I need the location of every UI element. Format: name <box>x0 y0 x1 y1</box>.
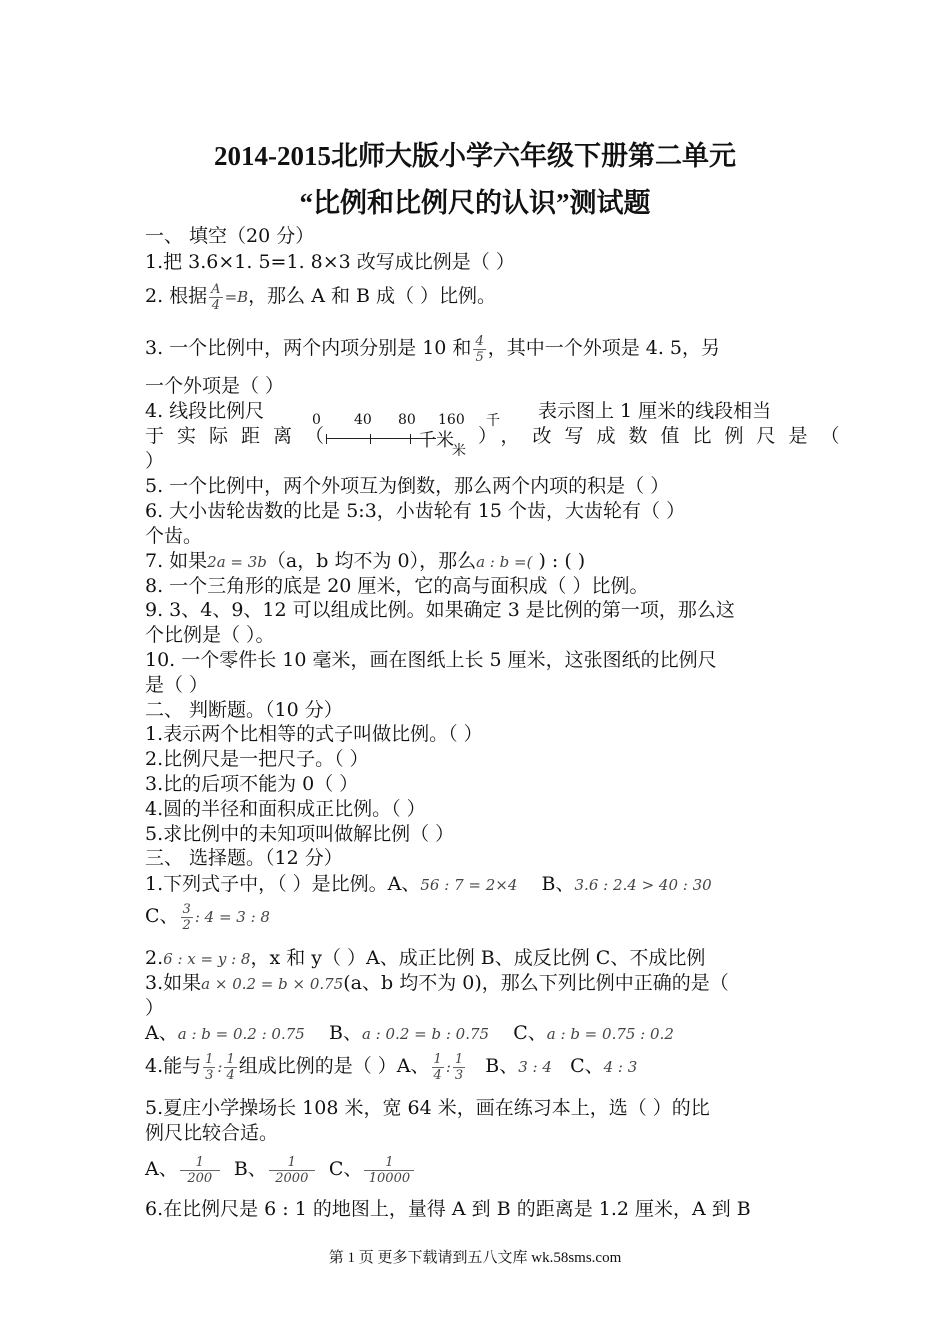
frac-denominator: 2000 <box>275 1170 309 1186</box>
choice-q3-option-c: a : b = 0.75 : 0.2 <box>546 1025 674 1043</box>
frac-denominator: 3 <box>205 1067 214 1083</box>
frac-denominator: 4 <box>226 1067 235 1083</box>
judge-q2: 2.比例尺是一把尺子。（ ） <box>145 748 369 770</box>
choice-q5-label-c: C、 <box>328 1158 363 1180</box>
choice-q5-label-a: A、 <box>145 1158 178 1180</box>
choice-q1-option-c: : 4 = 3 : 8 <box>194 908 270 926</box>
fill-q3-cont: 一个外项是（ ） <box>145 375 285 397</box>
choice-q1-label-c: C、 <box>145 905 179 927</box>
choice-q2-number: 2. <box>145 947 164 969</box>
choice-q1-c <box>145 898 270 935</box>
section-heading-judge: 二、 判断题。（10 分） <box>145 699 343 721</box>
choice-q5: 5.夏庄小学操场长 108 米，宽 64 米，画在练习本上，选（ ）的比 <box>145 1097 710 1119</box>
choice-q1 <box>145 872 712 897</box>
choice-q3-text-a: 3.如果 <box>145 972 202 994</box>
choice-q4-fraction-1 <box>203 1052 215 1083</box>
scale-bar <box>326 438 436 439</box>
fill-q9: 9. 3、4、9、12 可以组成比例。如果确定 3 是比例的第一项，那么这 <box>145 599 735 621</box>
choice-q2-text: ，x 和 y（ ）A、成正比例 B、成反比例 C、不成比例 <box>250 947 706 969</box>
choice-q2 <box>145 946 705 971</box>
fill-q4-text-d: ），改写成数值比例尺是（ <box>478 425 853 447</box>
choice-q3-option-a: a : b = 0.2 : 0.75 <box>177 1025 305 1043</box>
choice-q4-option-a-fraction-2 <box>453 1052 465 1083</box>
choice-q4-fraction-2 <box>224 1052 236 1083</box>
frac-numerator: 1 <box>205 1051 214 1067</box>
choice-q1-text: 1.下列式子中，（ ）是比例。A、 <box>145 873 421 895</box>
choice-q3-label-a: A、 <box>145 1022 178 1044</box>
fill-q7-math2: a : b =( <box>476 553 533 571</box>
choice-q4 <box>145 1048 637 1085</box>
fill-q4-line1-left: 4. 线段比例尺 <box>145 400 265 422</box>
fill-q10-cont: 是（ ） <box>145 674 209 696</box>
fill-q2-text-b: ，那么 A 和 B 成（ ）比例。 <box>248 285 497 307</box>
choice-q3-option-b: a : 0.2 = b : 0.75 <box>361 1025 490 1043</box>
choice-q5-option-c <box>364 1155 414 1186</box>
fill-q1: 1.把 3.6×1. 5=1. 8×3 改写成比例是（ ） <box>145 251 515 273</box>
fill-q4-line1-right: 表示图上 1 厘米的线段相当 <box>538 400 772 422</box>
fill-q6-cont: 个齿。 <box>145 525 203 547</box>
choice-q3-close: ） <box>145 997 165 1019</box>
choice-q5-option-b <box>269 1155 315 1186</box>
scale-unit-top: 千 <box>486 413 500 429</box>
fill-q8: 8. 一个三角形的底是 20 厘米，它的高与面积成（ ）比例。 <box>145 575 649 597</box>
fill-q5: 5. 一个比例中，两个外项互为倒数，那么两个内项的积是（ ） <box>145 475 670 497</box>
frac-numerator: 3 <box>182 901 191 917</box>
fill-q2-math: =B <box>224 288 249 306</box>
title-line-2: “比例和比例尺的认识”测试题 <box>299 188 651 218</box>
scale-tick <box>370 434 371 444</box>
choice-q4-option-b: 3 : 4 <box>518 1058 552 1076</box>
frac-denominator: 200 <box>187 1170 213 1186</box>
scale-label-40: 40 <box>354 412 372 428</box>
choice-q1-option-b: 3.6 : 2.4 > 40 : 30 <box>574 876 712 894</box>
scale-unit-bottom: 米 <box>452 443 466 459</box>
choice-q4-option-a-fraction-1 <box>432 1052 444 1083</box>
choice-q3-text-b: (a、b 均不为 0)，那么下列比例中正确的是（ <box>343 972 729 994</box>
scale-unit: 千米 <box>418 430 454 451</box>
fill-q7-text-c: ) : ( ) <box>532 550 586 572</box>
choice-q5-option-a <box>180 1155 220 1186</box>
frac-denominator: 2 <box>182 917 191 933</box>
choice-q4-label-b: B、 <box>485 1055 519 1077</box>
choice-q6: 6.在比例尺是 6 : 1 的地图上，量得 A 到 B 的距离是 1.2 厘米，A 到 B <box>145 1198 751 1220</box>
fill-q3 <box>145 330 720 366</box>
fill-q3-text-b: ，其中一个外项是 4. 5，另 <box>487 337 721 359</box>
judge-q1: 1.表示两个比相等的式子叫做比例。（ ） <box>145 723 483 745</box>
choice-q4-option-c: 4 : 3 <box>603 1058 638 1076</box>
frac-numerator: 1 <box>269 1155 315 1171</box>
scale-label-0: 0 <box>312 412 321 428</box>
frac-denominator: 4 <box>433 1067 442 1083</box>
choice-q1-option-a: 56 : 7 = 2×4 <box>420 876 518 894</box>
fill-q4-text-c: 于实际距离（ <box>145 425 338 447</box>
choice-q3 <box>145 971 729 996</box>
fill-q2 <box>145 278 496 315</box>
scale-tick <box>410 434 411 444</box>
choice-q4-label-c: C、 <box>570 1055 604 1077</box>
frac-denominator: 3 <box>454 1067 464 1083</box>
section-heading-choice: 三、 选择题。（12 分） <box>145 847 343 869</box>
frac-denominator: 10000 <box>368 1170 411 1186</box>
fill-q3-text-a: 3. 一个比例中，两个内项分别是 10 和 <box>145 337 472 359</box>
scale-label-160: 160 <box>438 412 465 428</box>
fill-q2-text-a: 2. 根据 <box>145 285 208 307</box>
line-scale-figure <box>312 412 502 458</box>
frac-numerator: 1 <box>226 1051 235 1067</box>
ratio-colon: : <box>445 1058 451 1076</box>
title-line-1: 2014-2015北师大版小学六年级下册第二单元 <box>214 141 736 171</box>
frac-numerator: 1 <box>180 1155 220 1171</box>
choice-q2-math: 6 : x = y : 8 <box>163 950 251 968</box>
fill-q4-line2-right <box>478 424 853 448</box>
choice-q4-text-b: 组成比例的是（ ）A、 <box>238 1055 430 1077</box>
frac-numerator: 1 <box>433 1051 442 1067</box>
fill-q4-line3: ） <box>145 450 165 472</box>
fill-q7-text-b: （a，b 均不为 0），那么 <box>266 550 477 572</box>
section-heading-fill: 一、 填空（20 分） <box>145 225 315 247</box>
judge-q4: 4.圆的半径和面积成正比例。（ ） <box>145 798 426 820</box>
frac-denominator: 4 <box>211 297 220 313</box>
fill-q9-cont: 个比例是（ ）。 <box>145 624 275 646</box>
choice-q3-math: a × 0.2 = b × 0.75 <box>201 975 344 993</box>
judge-q3: 3.比的后项不能为 0（ ） <box>145 773 359 795</box>
frac-numerator: 4 <box>475 333 484 349</box>
fill-q2-fraction <box>209 282 222 313</box>
choice-q4-text-a: 4.能与 <box>145 1055 202 1077</box>
choice-q3-label-b: B、 <box>329 1022 362 1044</box>
fill-q7 <box>145 549 585 574</box>
fill-q7-math1: 2a = 3b <box>207 553 267 571</box>
fill-q3-fraction <box>473 334 485 365</box>
fill-q10: 10. 一个零件长 10 毫米，画在图纸上长 5 厘米，这张图纸的比例尺 <box>145 649 717 671</box>
frac-numerator: 1 <box>454 1051 464 1067</box>
fill-q7-text-a: 7. 如果 <box>145 550 208 572</box>
page-footer: 第 1 页 更多下载请到五八文库 wk.58sms.com <box>328 1250 622 1266</box>
frac-numerator: 1 <box>364 1155 414 1171</box>
fill-q6: 6. 大小齿轮齿数的比是 5:3，小齿轮有 15 个齿，大齿轮有（ ） <box>145 500 686 522</box>
scale-label-80: 80 <box>398 412 416 428</box>
ratio-colon: : <box>217 1058 223 1076</box>
frac-denominator: 5 <box>475 349 484 365</box>
choice-q5-cont: 例尺比较合适。 <box>145 1122 279 1144</box>
choice-q3-label-c: C、 <box>513 1022 547 1044</box>
choice-q5-label-b: B、 <box>233 1158 267 1180</box>
frac-numerator: A <box>211 281 221 297</box>
choice-q1-fraction <box>181 902 193 933</box>
choice-q5-options <box>145 1150 416 1188</box>
judge-q5: 5.求比例中的未知项叫做解比例（ ） <box>145 823 455 845</box>
fill-q4-line2-left <box>145 424 337 448</box>
choice-q3-options <box>145 1021 674 1046</box>
choice-q1-label-b: B、 <box>541 873 575 895</box>
